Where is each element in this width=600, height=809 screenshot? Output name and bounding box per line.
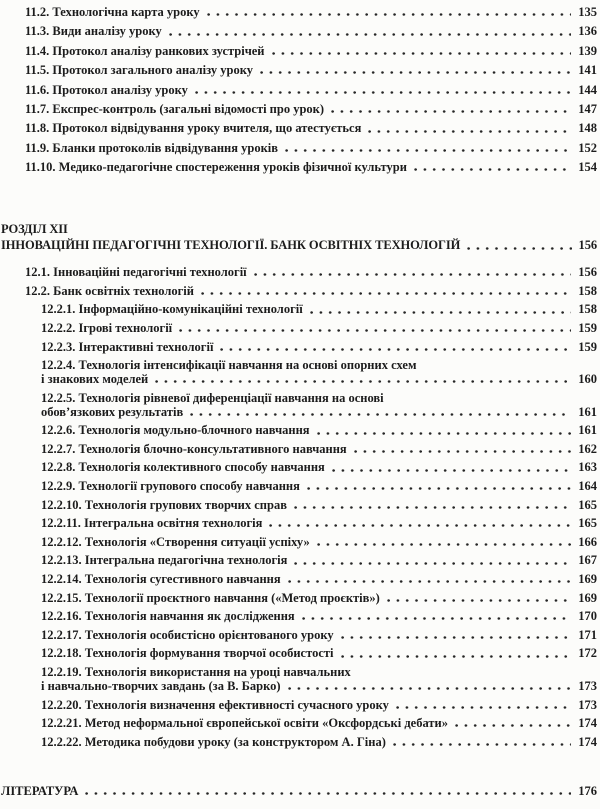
toc-line <box>41 735 597 749</box>
toc-entry-title: 12.2.19. Технологія використання на уроці навчальних <box>41 665 351 679</box>
toc-page-number: 161 <box>578 404 597 419</box>
toc-entry <box>1 784 597 798</box>
toc-page-number: 174 <box>578 716 597 731</box>
toc-entry-title: 12.2.10. Технологія групових творчих справ <box>41 497 287 512</box>
toc-page-number: 165 <box>578 516 597 531</box>
dot-leader-icon <box>341 636 572 639</box>
toc-entry <box>1 716 597 730</box>
toc-line <box>1 784 597 798</box>
dot-leader-icon <box>368 130 571 133</box>
toc-line <box>41 609 597 623</box>
toc-page-number: 160 <box>578 372 597 387</box>
toc-entry <box>1 442 597 456</box>
dot-leader-icon <box>310 311 572 314</box>
toc-line <box>41 679 597 693</box>
toc-entry <box>1 516 597 530</box>
toc-entry <box>1 423 597 437</box>
dot-leader-icon <box>331 110 571 113</box>
toc-page-number: 171 <box>578 627 597 642</box>
toc-line <box>41 628 597 642</box>
toc-entry-title: 12.2.8. Технологія колективного способу навчання <box>41 460 325 475</box>
toc-line <box>41 321 597 335</box>
toc-entry-title: 12.2.20. Технологія визначення ефективності сучасного уроку <box>41 697 389 712</box>
toc-line <box>41 460 597 474</box>
toc-entry <box>1 391 597 419</box>
toc-entry-title: і знакових моделей <box>41 372 149 387</box>
toc-line <box>25 265 597 279</box>
toc-page-number: 174 <box>578 734 597 749</box>
toc-entry <box>1 646 597 660</box>
toc-line <box>41 479 597 493</box>
toc-entry-title: 11.3. Види аналізу уроку <box>25 24 162 39</box>
toc-entry-title: 12.2.12. Технологія «Створення ситуації успіху» <box>41 534 310 549</box>
toc-entry-title: 12.2.11. Інтегральна освітня технологія <box>41 516 263 531</box>
toc-entry-title: обов’язкових результатів <box>41 404 184 419</box>
toc-entry <box>1 44 597 58</box>
dot-leader-icon <box>272 52 572 55</box>
toc-entry <box>1 358 597 386</box>
toc-page-number: 152 <box>578 140 597 155</box>
dot-leader-icon <box>455 724 571 727</box>
toc-page-number: 147 <box>578 101 597 116</box>
toc-line <box>25 44 597 58</box>
dot-leader-icon <box>201 292 571 295</box>
toc-line <box>1 238 597 254</box>
dot-leader-icon <box>288 687 572 690</box>
dot-leader-icon <box>207 13 572 16</box>
toc-entry-title: 12.2.7. Технологія блочно-консультативного навчання <box>41 441 347 456</box>
toc-page-number: 165 <box>578 497 597 512</box>
toc-section-chapter-11 <box>1 5 597 174</box>
toc-entry <box>1 572 597 586</box>
toc-page-number: 161 <box>578 423 597 438</box>
toc-page-number: 135 <box>578 5 597 19</box>
toc-entry <box>1 83 597 97</box>
toc-line <box>41 516 597 530</box>
dot-leader-icon <box>294 562 571 565</box>
toc-page-number: 156 <box>578 237 597 252</box>
dot-leader-icon <box>260 71 571 74</box>
dot-leader-icon <box>179 329 571 332</box>
toc-page-number: 144 <box>578 82 597 97</box>
toc-page-number: 162 <box>578 441 597 456</box>
toc-entry-title: 11.7. Експрес-контроль (загальні відомості про урок) <box>25 101 325 116</box>
toc-line <box>41 553 597 567</box>
toc-entry <box>1 63 597 77</box>
toc-line <box>1 222 597 238</box>
toc-page-number: 169 <box>578 572 597 587</box>
dot-leader-icon <box>155 380 571 383</box>
toc-line <box>41 442 597 456</box>
toc-page-number: 170 <box>578 609 597 624</box>
dot-leader-icon <box>414 168 571 171</box>
toc-line <box>41 698 597 712</box>
toc-line <box>41 358 597 372</box>
toc-line <box>41 340 597 354</box>
toc-entry <box>1 479 597 493</box>
toc-entry-title: 12.2.5. Технологія рівневої диференціації навчання на основі <box>41 390 384 405</box>
toc-line <box>25 5 597 19</box>
toc-line <box>41 423 597 437</box>
toc-entry <box>1 665 597 693</box>
chapter-heading <box>1 222 597 253</box>
toc-entry-title: 11.8. Протокол відвідування уроку вчителя, що атестується <box>25 121 362 136</box>
toc-line <box>41 391 597 405</box>
dot-leader-icon <box>317 543 572 546</box>
toc-entry-title: 12.2.14. Технологія сугестивного навчання <box>41 572 281 587</box>
toc-entry-title: 12.2.2. Ігрові технології <box>41 320 173 335</box>
toc-section-literature <box>1 784 597 798</box>
toc-line <box>41 302 597 316</box>
toc-entry <box>1 591 597 605</box>
toc-line <box>25 284 597 298</box>
dot-leader-icon <box>169 33 571 36</box>
toc-entry-title: 12.2.16. Технологія навчання як дослідження <box>41 609 295 624</box>
dot-leader-icon <box>220 348 571 351</box>
toc-page-number: 139 <box>578 43 597 58</box>
toc-line <box>41 372 597 386</box>
toc-page-number: 164 <box>578 479 597 494</box>
toc-entry <box>1 698 597 712</box>
toc-page-number: 163 <box>578 460 597 475</box>
toc-page-number: 166 <box>578 534 597 549</box>
toc-entry-title: 12.2.15. Технології проєктного навчання («Метод проєктів») <box>41 590 380 605</box>
toc-entry-title: 11.5. Протокол загального аналізу уроку <box>25 63 253 78</box>
toc-entry-title: 12.2.1. Інформаційно-комунікаційні технології <box>41 302 303 317</box>
chapter-title: ІННОВАЦІЙНІ ПЕДАГОГІЧНІ ТЕХНОЛОГІЇ. БАНК ОСВІТНІХ ТЕХНОЛОГІЙ <box>1 237 461 252</box>
toc-entry-title: 12.2.6. Технологія модульно-блочного навчання <box>41 423 310 438</box>
toc-line <box>41 405 597 419</box>
toc-entries <box>1 5 597 174</box>
dot-leader-icon <box>307 487 571 490</box>
toc-entry <box>1 735 597 749</box>
chapter-label: РОЗДІЛ XII <box>1 222 68 237</box>
dot-leader-icon <box>317 432 572 435</box>
toc-entry-title: 12.2.13. Інтегральна педагогічна технологія <box>41 553 288 568</box>
dot-leader-icon <box>354 450 572 453</box>
toc-entry <box>1 498 597 512</box>
toc-line <box>25 141 597 155</box>
dot-leader-icon <box>467 247 571 250</box>
toc-entry-title: 11.4. Протокол аналізу ранкових зустрічей <box>25 43 265 58</box>
toc-entry-title: 11.9. Бланки протоколів відвідування уроків <box>25 140 278 155</box>
toc-entry <box>1 141 597 155</box>
toc-entry-title: 11.2. Технологічна карта уроку <box>25 5 200 19</box>
toc-entry-title: 12.1. Інноваційні педагогічні технології <box>25 265 247 280</box>
dot-leader-icon <box>393 743 571 746</box>
toc-entry-title: ЛІТЕРАТУРА <box>1 783 79 798</box>
toc-line <box>41 665 597 679</box>
toc-entry-title: 12.2.22. Методика побудови уроку (за конструктором А. Гіна) <box>41 734 386 749</box>
toc-page-number: 167 <box>578 553 597 568</box>
toc-entry <box>1 340 597 354</box>
toc-page-number: 176 <box>578 783 597 798</box>
toc-line <box>25 63 597 77</box>
toc-entry <box>1 609 597 623</box>
toc-entry <box>1 535 597 549</box>
toc-page-number: 169 <box>578 590 597 605</box>
toc-entries <box>1 784 597 798</box>
toc-line <box>41 535 597 549</box>
toc-line <box>41 646 597 660</box>
toc-entry <box>1 265 597 279</box>
dot-leader-icon <box>341 655 572 658</box>
toc-entry <box>1 460 597 474</box>
toc-page-number: 159 <box>578 339 597 354</box>
dot-leader-icon <box>288 580 572 583</box>
toc-entry <box>1 5 597 19</box>
toc-line <box>41 572 597 586</box>
dot-leader-icon <box>396 706 571 709</box>
toc-entry-title: 11.10. Медико-педагогічне спостереження уроків фізичної культури <box>25 160 407 175</box>
toc-entry-title: 12.2.17. Технологія особистісно орієнтованого уроку <box>41 627 334 642</box>
dot-leader-icon <box>85 792 571 795</box>
dot-leader-icon <box>332 469 571 472</box>
toc-section-chapter-12 <box>1 222 597 749</box>
toc-line <box>25 160 597 174</box>
table-of-contents <box>1 5 597 798</box>
toc-entries <box>1 265 597 749</box>
toc-entry <box>1 160 597 174</box>
toc-line <box>25 83 597 97</box>
toc-entry <box>1 284 597 298</box>
toc-line <box>41 498 597 512</box>
dot-leader-icon <box>195 91 571 94</box>
toc-entry-title: 12.2.21. Метод неформальної європейської освіти «Оксфордські дебати» <box>41 716 448 731</box>
toc-entry <box>1 321 597 335</box>
toc-entry-title: і навчально-творчих завдань (за В. Барко) <box>41 679 281 693</box>
toc-page-number: 158 <box>578 283 597 298</box>
dot-leader-icon <box>269 524 571 527</box>
toc-line <box>41 591 597 605</box>
toc-page-number: 154 <box>578 160 597 175</box>
toc-entry-title: 12.2.18. Технологія формування творчої особистості <box>41 646 334 661</box>
toc-page-number: 156 <box>578 265 597 280</box>
toc-page-number: 158 <box>578 302 597 317</box>
toc-line <box>41 716 597 730</box>
toc-page-number: 148 <box>578 121 597 136</box>
toc-page-number: 136 <box>578 24 597 39</box>
toc-entry-title: 12.2.9. Технології групового способу навчання <box>41 479 300 494</box>
toc-entry <box>1 121 597 135</box>
dot-leader-icon <box>302 617 572 620</box>
toc-entry <box>1 102 597 116</box>
toc-entry <box>1 553 597 567</box>
toc-entry <box>1 24 597 38</box>
dot-leader-icon <box>387 599 571 602</box>
toc-line <box>25 102 597 116</box>
dot-leader-icon <box>190 413 571 416</box>
dot-leader-icon <box>254 273 572 276</box>
toc-entry-title: 12.2. Банк освітніх технологій <box>25 283 194 298</box>
toc-line <box>25 24 597 38</box>
toc-entry-title: 12.2.3. Інтерактивні технології <box>41 339 214 354</box>
toc-line <box>25 121 597 135</box>
toc-entry-title: 12.2.4. Технологія інтенсифікації навчання на основі опорних схем <box>41 358 417 373</box>
toc-entry-title: 11.6. Протокол аналізу уроку <box>25 82 188 97</box>
toc-page-number: 172 <box>578 646 597 661</box>
dot-leader-icon <box>294 506 571 509</box>
toc-page-number: 173 <box>578 679 597 693</box>
dot-leader-icon <box>285 149 571 152</box>
toc-page-number: 141 <box>578 63 597 78</box>
toc-page-number: 159 <box>578 320 597 335</box>
toc-entry <box>1 628 597 642</box>
toc-page-number: 173 <box>578 697 597 712</box>
toc-entry <box>1 302 597 316</box>
